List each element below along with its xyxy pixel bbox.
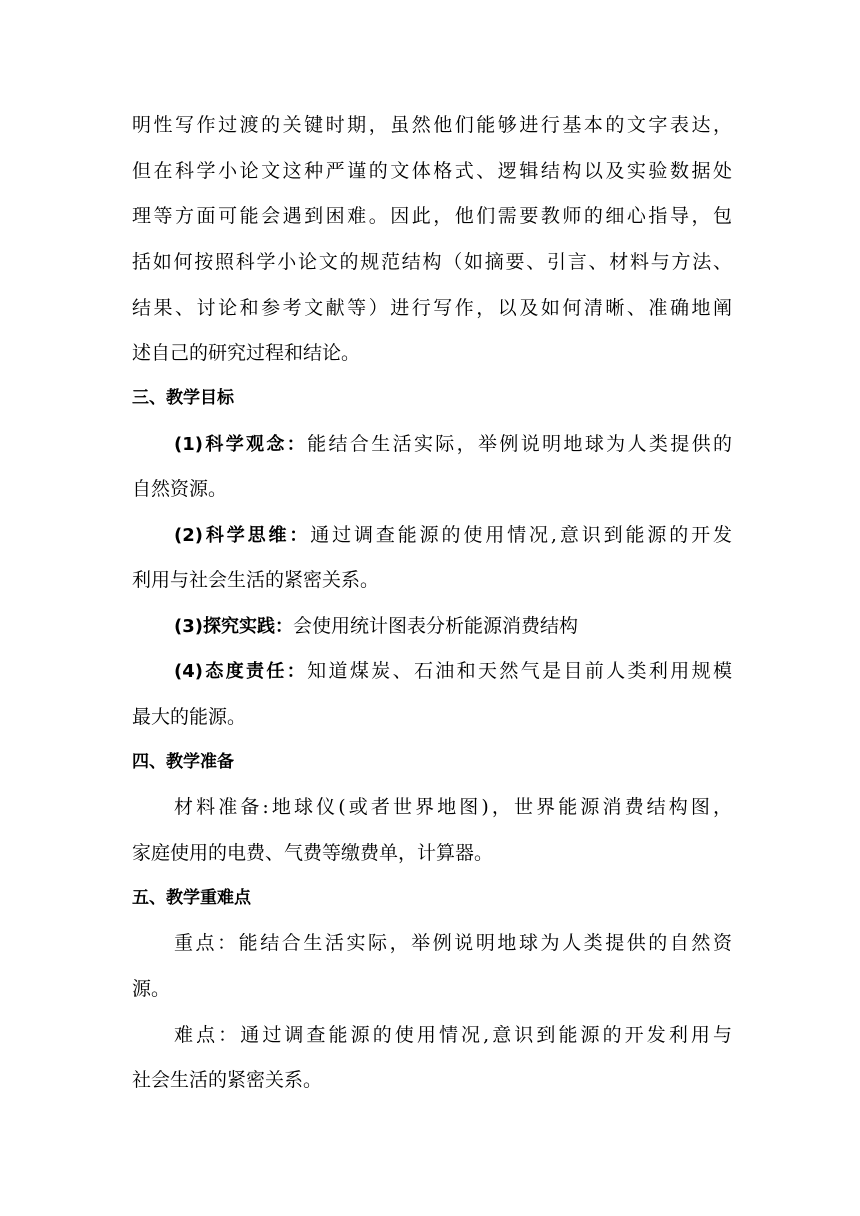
paragraph-line: 述自己的研究过程和结论。 [132,342,361,364]
goal-label: (1)科学观念： [174,434,308,455]
paragraph-line: 材料准备:地球仪(或者世界地图)，世界能源消费结构图， [174,796,732,818]
paragraph-line: 重点：能结合生活实际，举例说明地球为人类提供的自然资 [174,932,732,954]
goal-item [174,433,732,456]
section-heading: 三、教学目标 [132,388,234,408]
goal-continuation: 利用与社会生活的紧密关系。 [132,569,380,591]
goal-item [174,615,732,638]
paragraph-line: 难点：通过调查能源的使用情况,意识到能源的开发利用与 [174,1024,732,1046]
goal-text: 通过调查能源的使用情况,意识到能源的开发 [310,524,732,546]
section-heading: 四、教学准备 [132,752,234,772]
goal-text: 能结合生活实际，举例说明地球为人类提供的 [307,433,732,455]
paragraph-line: 但在科学小论文这种严谨的文体格式、逻辑结构以及实验数据处 [132,160,732,182]
goal-label: (3)探究实践： [174,616,293,637]
paragraph-line: 源。 [132,978,171,1000]
goal-continuation: 自然资源。 [132,478,228,500]
goal-item [174,660,732,683]
goal-item [174,524,732,547]
paragraph-line: 结果、讨论和参考文献等）进行写作，以及如何清晰、准确地阐 [132,297,732,319]
paragraph-line: 社会生活的紧密关系。 [132,1069,323,1091]
paragraph-line: 明性写作过渡的关键时期，虽然他们能够进行基本的文字表达， [132,114,732,136]
goal-text: 知道煤炭、石油和天然气是目前人类利用规模 [307,660,732,682]
goal-label: (4)态度责任： [174,661,308,682]
paragraph-line: 理等方面可能会遇到困难。因此，他们需要教师的细心指导，包 [132,205,732,227]
paragraph-line: 家庭使用的电费、气费等缴费单，计算器。 [132,842,494,864]
goal-continuation: 最大的能源。 [132,706,247,728]
section-heading: 五、教学重难点 [132,888,251,908]
paragraph-line: 括如何按照科学小论文的规范结构（如摘要、引言、材料与方法、 [132,251,732,273]
goal-text: 会使用统计图表分析能源消费结构 [292,615,578,637]
goal-label: (2)科学思维： [174,525,311,546]
